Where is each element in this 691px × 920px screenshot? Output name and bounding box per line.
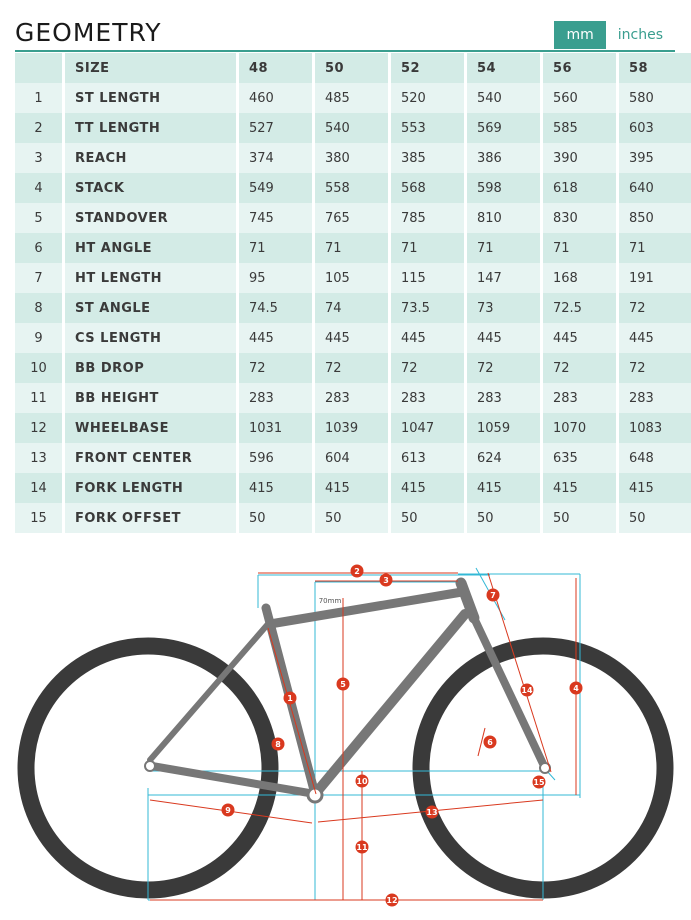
dimension-marker bbox=[426, 806, 439, 819]
row-value-cell: 50 bbox=[315, 503, 388, 533]
row-value-cell: 527 bbox=[239, 113, 312, 143]
header-cell-index bbox=[15, 53, 62, 83]
row-value-cell: 50 bbox=[391, 503, 464, 533]
row-value-cell: 95 bbox=[239, 263, 312, 293]
row-value-cell: 445 bbox=[315, 323, 388, 353]
row-value-cell: 460 bbox=[239, 83, 312, 113]
row-value-cell: 73.5 bbox=[391, 293, 464, 323]
row-index: 9 bbox=[15, 323, 62, 353]
table-row bbox=[15, 263, 691, 293]
table-row bbox=[15, 323, 691, 353]
row-value-cell: 415 bbox=[543, 473, 616, 503]
row-measurement-name: BB HEIGHT bbox=[65, 383, 236, 413]
svg-text:15: 15 bbox=[533, 778, 545, 787]
row-value-cell: 1083 bbox=[619, 413, 691, 443]
dimension-marker bbox=[272, 738, 285, 751]
row-value-cell: 558 bbox=[315, 173, 388, 203]
row-value-cell: 74 bbox=[315, 293, 388, 323]
dimension-marker bbox=[356, 841, 369, 854]
row-value-cell: 283 bbox=[619, 383, 691, 413]
row-value-cell: 830 bbox=[543, 203, 616, 233]
row-value-cell: 390 bbox=[543, 143, 616, 173]
row-value-cell: 168 bbox=[543, 263, 616, 293]
row-measurement-name: FORK OFFSET bbox=[65, 503, 236, 533]
header-cell-size-54: 54 bbox=[467, 53, 540, 83]
row-value-cell: 520 bbox=[391, 83, 464, 113]
row-value-cell: 569 bbox=[467, 113, 540, 143]
row-measurement-name: HT ANGLE bbox=[65, 233, 236, 263]
row-value-cell: 1031 bbox=[239, 413, 312, 443]
row-measurement-name: STACK bbox=[65, 173, 236, 203]
row-value-cell: 648 bbox=[619, 443, 691, 473]
row-index: 8 bbox=[15, 293, 62, 323]
row-value-cell: 283 bbox=[239, 383, 312, 413]
row-value-cell: 72 bbox=[391, 353, 464, 383]
row-value-cell: 613 bbox=[391, 443, 464, 473]
row-value-cell: 71 bbox=[543, 233, 616, 263]
row-index: 4 bbox=[15, 173, 62, 203]
svg-text:12: 12 bbox=[386, 896, 398, 905]
header-cell-size: SIZE bbox=[65, 53, 236, 83]
row-value-cell: 72.5 bbox=[543, 293, 616, 323]
row-value-cell: 191 bbox=[619, 263, 691, 293]
row-measurement-name: CS LENGTH bbox=[65, 323, 236, 353]
row-value-cell: 585 bbox=[543, 113, 616, 143]
table-row bbox=[15, 233, 691, 263]
table-row bbox=[15, 503, 691, 533]
row-value-cell: 745 bbox=[239, 203, 312, 233]
row-value-cell: 445 bbox=[239, 323, 312, 353]
row-value-cell: 785 bbox=[391, 203, 464, 233]
row-value-cell: 1047 bbox=[391, 413, 464, 443]
row-value-cell: 640 bbox=[619, 173, 691, 203]
row-measurement-name: BB DROP bbox=[65, 353, 236, 383]
row-value-cell: 596 bbox=[239, 443, 312, 473]
row-index: 10 bbox=[15, 353, 62, 383]
row-index: 5 bbox=[15, 203, 62, 233]
dimension-marker bbox=[570, 682, 583, 695]
row-value-cell: 445 bbox=[543, 323, 616, 353]
row-value-cell: 810 bbox=[467, 203, 540, 233]
rear-dropout bbox=[145, 761, 155, 771]
row-value-cell: 415 bbox=[239, 473, 312, 503]
row-value-cell: 560 bbox=[543, 83, 616, 113]
row-value-cell: 603 bbox=[619, 113, 691, 143]
dimension-marker bbox=[380, 574, 393, 587]
offset-label: 70mm bbox=[318, 597, 342, 605]
row-value-cell: 415 bbox=[315, 473, 388, 503]
row-measurement-name: FRONT CENTER bbox=[65, 443, 236, 473]
row-value-cell: 604 bbox=[315, 443, 388, 473]
row-value-cell: 74.5 bbox=[239, 293, 312, 323]
svg-text:6: 6 bbox=[487, 738, 493, 747]
dimension-marker bbox=[487, 589, 500, 602]
row-value-cell: 445 bbox=[391, 323, 464, 353]
table-row bbox=[15, 293, 691, 323]
header-cell-size-58: 58 bbox=[619, 53, 691, 83]
row-value-cell: 850 bbox=[619, 203, 691, 233]
svg-text:10: 10 bbox=[356, 777, 368, 786]
dimension-marker bbox=[284, 692, 297, 705]
row-value-cell: 283 bbox=[543, 383, 616, 413]
row-measurement-name: FORK LENGTH bbox=[65, 473, 236, 503]
row-value-cell: 549 bbox=[239, 173, 312, 203]
row-index: 6 bbox=[15, 233, 62, 263]
table-row bbox=[15, 113, 691, 143]
geometry-table-body bbox=[15, 53, 691, 533]
row-value-cell: 50 bbox=[467, 503, 540, 533]
row-value-cell: 71 bbox=[239, 233, 312, 263]
row-value-cell: 283 bbox=[391, 383, 464, 413]
row-value-cell: 283 bbox=[315, 383, 388, 413]
header-cell-size-56: 56 bbox=[543, 53, 616, 83]
row-value-cell: 72 bbox=[467, 353, 540, 383]
svg-text:2: 2 bbox=[354, 567, 360, 576]
row-index: 2 bbox=[15, 113, 62, 143]
table-row bbox=[15, 143, 691, 173]
header-cell-size-48: 48 bbox=[239, 53, 312, 83]
table-row bbox=[15, 473, 691, 503]
table-row bbox=[15, 83, 691, 113]
svg-text:1: 1 bbox=[287, 694, 293, 703]
row-value-cell: 1039 bbox=[315, 413, 388, 443]
row-value-cell: 624 bbox=[467, 443, 540, 473]
svg-text:8: 8 bbox=[275, 740, 281, 749]
geometry-header bbox=[15, 16, 675, 52]
row-value-cell: 395 bbox=[619, 143, 691, 173]
row-value-cell: 618 bbox=[543, 173, 616, 203]
row-measurement-name: ST LENGTH bbox=[65, 83, 236, 113]
row-value-cell: 147 bbox=[467, 263, 540, 293]
row-value-cell: 72 bbox=[239, 353, 312, 383]
row-value-cell: 73 bbox=[467, 293, 540, 323]
row-index: 15 bbox=[15, 503, 62, 533]
row-index: 13 bbox=[15, 443, 62, 473]
row-measurement-name: TT LENGTH bbox=[65, 113, 236, 143]
row-value-cell: 374 bbox=[239, 143, 312, 173]
row-value-cell: 71 bbox=[315, 233, 388, 263]
table-row bbox=[15, 383, 691, 413]
row-value-cell: 50 bbox=[239, 503, 312, 533]
row-value-cell: 71 bbox=[391, 233, 464, 263]
row-value-cell: 540 bbox=[467, 83, 540, 113]
row-index: 12 bbox=[15, 413, 62, 443]
dimension-marker bbox=[356, 775, 369, 788]
table-header-row bbox=[15, 53, 691, 83]
unit-inches-button[interactable]: inches bbox=[617, 27, 663, 43]
row-value-cell: 580 bbox=[619, 83, 691, 113]
row-value-cell: 765 bbox=[315, 203, 388, 233]
row-value-cell: 1059 bbox=[467, 413, 540, 443]
dimension-marker bbox=[351, 565, 364, 578]
row-value-cell: 415 bbox=[391, 473, 464, 503]
row-value-cell: 598 bbox=[467, 173, 540, 203]
row-value-cell: 71 bbox=[619, 233, 691, 263]
dimension-marker bbox=[337, 678, 350, 691]
header-cell-size-50: 50 bbox=[315, 53, 388, 83]
svg-text:3: 3 bbox=[383, 576, 389, 585]
row-value-cell: 50 bbox=[543, 503, 616, 533]
svg-text:4: 4 bbox=[573, 684, 579, 693]
unit-toggle bbox=[554, 21, 675, 49]
table-row bbox=[15, 353, 691, 383]
row-value-cell: 553 bbox=[391, 113, 464, 143]
row-value-cell: 445 bbox=[467, 323, 540, 353]
row-index: 3 bbox=[15, 143, 62, 173]
svg-text:14: 14 bbox=[521, 686, 533, 695]
row-value-cell: 105 bbox=[315, 263, 388, 293]
row-measurement-name: STANDOVER bbox=[65, 203, 236, 233]
row-value-cell: 415 bbox=[619, 473, 691, 503]
row-value-cell: 485 bbox=[315, 83, 388, 113]
row-index: 11 bbox=[15, 383, 62, 413]
dimension-marker bbox=[484, 736, 497, 749]
header-cell-size-52: 52 bbox=[391, 53, 464, 83]
row-value-cell: 72 bbox=[619, 353, 691, 383]
svg-text:7: 7 bbox=[490, 591, 496, 600]
row-value-cell: 72 bbox=[619, 293, 691, 323]
row-value-cell: 72 bbox=[315, 353, 388, 383]
geometry-table bbox=[12, 53, 691, 533]
svg-text:5: 5 bbox=[340, 680, 346, 689]
row-index: 1 bbox=[15, 83, 62, 113]
row-value-cell: 540 bbox=[315, 113, 388, 143]
row-value-cell: 445 bbox=[619, 323, 691, 353]
dimension-marker bbox=[533, 776, 546, 789]
table-row bbox=[15, 443, 691, 473]
table-row bbox=[15, 203, 691, 233]
row-index: 7 bbox=[15, 263, 62, 293]
row-value-cell: 386 bbox=[467, 143, 540, 173]
svg-text:9: 9 bbox=[225, 806, 231, 815]
table-row bbox=[15, 413, 691, 443]
row-measurement-name: WHEELBASE bbox=[65, 413, 236, 443]
dimension-marker bbox=[386, 894, 399, 907]
row-value-cell: 71 bbox=[467, 233, 540, 263]
row-measurement-name: REACH bbox=[65, 143, 236, 173]
row-index: 14 bbox=[15, 473, 62, 503]
row-value-cell: 50 bbox=[619, 503, 691, 533]
row-value-cell: 380 bbox=[315, 143, 388, 173]
row-value-cell: 415 bbox=[467, 473, 540, 503]
row-value-cell: 115 bbox=[391, 263, 464, 293]
table-row bbox=[15, 173, 691, 203]
svg-text:11: 11 bbox=[356, 843, 368, 852]
row-value-cell: 635 bbox=[543, 443, 616, 473]
row-value-cell: 568 bbox=[391, 173, 464, 203]
dimension-marker bbox=[521, 684, 534, 697]
unit-mm-button[interactable]: mm bbox=[554, 21, 605, 49]
svg-text:13: 13 bbox=[426, 808, 438, 817]
row-value-cell: 283 bbox=[467, 383, 540, 413]
row-value-cell: 1070 bbox=[543, 413, 616, 443]
bike-geometry-diagram bbox=[0, 548, 691, 920]
page-title: GEOMETRY bbox=[15, 18, 162, 47]
row-value-cell: 72 bbox=[543, 353, 616, 383]
row-value-cell: 385 bbox=[391, 143, 464, 173]
row-measurement-name: HT LENGTH bbox=[65, 263, 236, 293]
dimension-marker bbox=[222, 804, 235, 817]
row-measurement-name: ST ANGLE bbox=[65, 293, 236, 323]
